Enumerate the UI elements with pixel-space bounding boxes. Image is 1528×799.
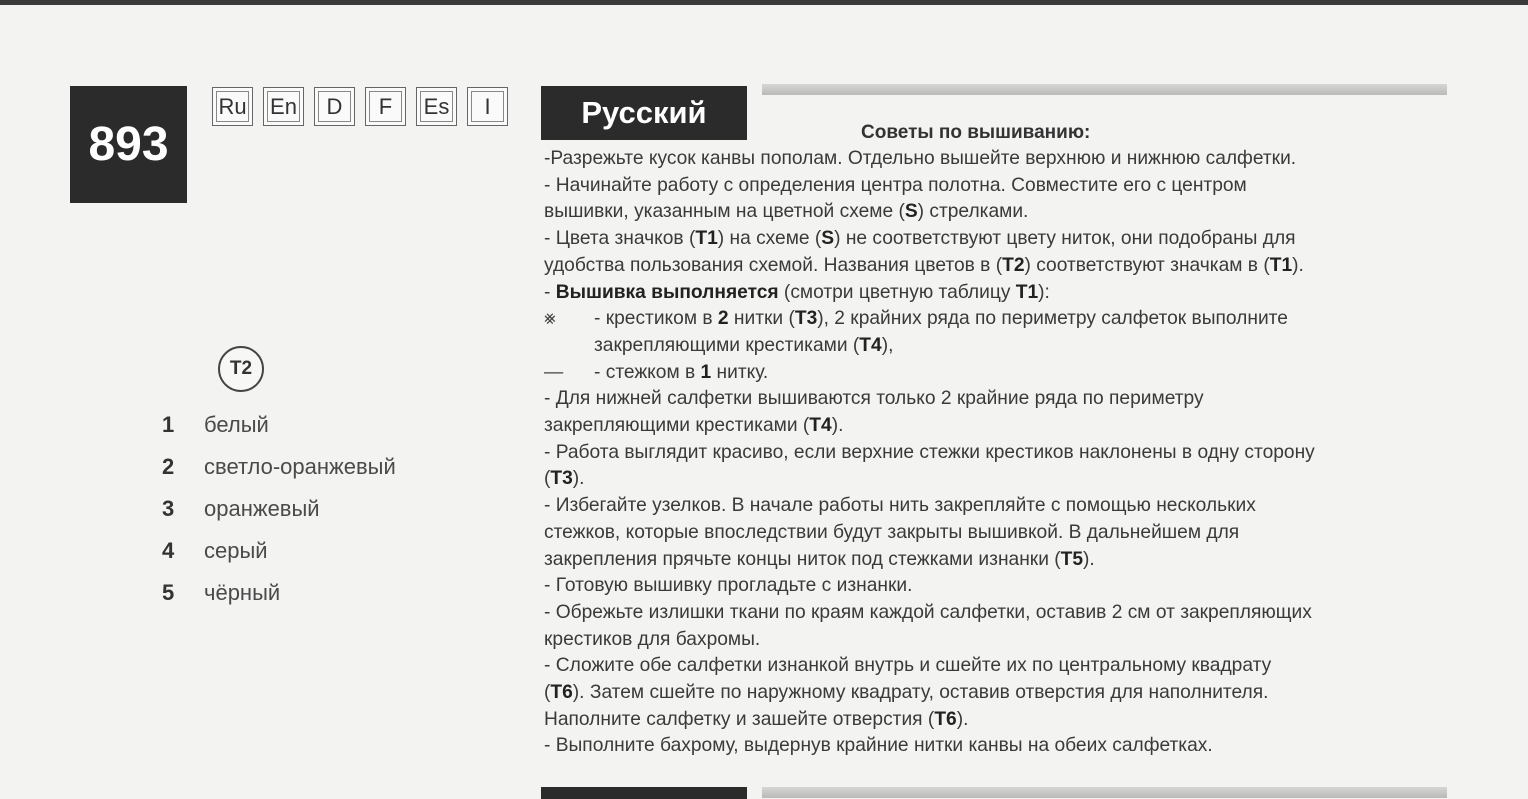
language-title: Русский bbox=[541, 86, 747, 140]
color-name: чёрный bbox=[204, 580, 281, 605]
tip-line: закрепляющими крестиками (T4). bbox=[544, 415, 844, 437]
tip-line: - Начинайте работу с определения центра полотна. Совместите его с центром bbox=[544, 174, 1247, 196]
backstitch-icon: — bbox=[544, 361, 564, 383]
tip-line: - Вышивка выполняется (смотри цветную таблицу T1): bbox=[544, 281, 1050, 303]
tip-line: закрепляющими крестиками (T4), bbox=[594, 334, 894, 356]
color-item bbox=[162, 496, 396, 538]
lang-es[interactable]: Es bbox=[416, 87, 457, 126]
color-number: 1 bbox=[162, 412, 175, 437]
tip-line: — - стежком в 1 нитку. bbox=[544, 360, 1449, 387]
tip-line: крестиков для бахромы. bbox=[544, 628, 761, 650]
color-item bbox=[162, 412, 396, 454]
footer-title-box bbox=[541, 787, 747, 799]
color-number: 2 bbox=[162, 454, 175, 479]
tips-heading: Советы по вышиванию: bbox=[861, 122, 1091, 143]
page-code: 893 bbox=[70, 86, 187, 203]
header-rule bbox=[762, 84, 1447, 95]
tip-line: (T3). bbox=[544, 468, 585, 490]
top-border bbox=[0, 0, 1528, 5]
color-name: светло-оранжевый bbox=[204, 454, 396, 479]
color-number: 3 bbox=[162, 496, 175, 521]
lang-d[interactable]: D bbox=[314, 87, 355, 126]
color-number: 5 bbox=[162, 580, 175, 605]
tip-line: - Сложите обе салфетки изнанкой внутрь и сшейте их по центральному квадрату bbox=[544, 655, 1272, 677]
lang-f[interactable]: F bbox=[365, 87, 406, 126]
tip-line: (T6). Затем сшейте по наружному квадрату, оставив отверстия для наполнителя. bbox=[544, 682, 1269, 704]
tips-body bbox=[544, 146, 1449, 760]
lang-ru[interactable]: Ru bbox=[212, 87, 253, 126]
tip-line: Наполните салфетку и зашейте отверстия (T6). bbox=[544, 708, 969, 730]
tip-line: - Цвета значков (T1) на схеме (S) не соответствуют цвету ниток, они подобраны для bbox=[544, 228, 1296, 250]
tip-line: - Готовую вышивку прогладьте с изнанки. bbox=[544, 575, 913, 597]
tip-line: - Обрежьте излишки ткани по краям каждой салфетки, оставив 2 см от закрепляющих bbox=[544, 601, 1312, 623]
tip-line: ⨳ - крестиком в 2 нитки (T3), 2 крайних ряда по периметру салфеток выполните bbox=[544, 306, 1449, 333]
color-name: оранжевый bbox=[204, 496, 320, 521]
color-item bbox=[162, 538, 396, 580]
tip-line: закрепления прячьте концы ниток под стежками изнанки (T5). bbox=[544, 548, 1095, 570]
tip-line: -Разрежьте кусок канвы пополам. Отдельно вышейте верхнюю и нижнюю салфетки. bbox=[544, 148, 1297, 169]
color-item bbox=[162, 454, 396, 496]
lang-i[interactable]: I bbox=[467, 87, 508, 126]
color-legend bbox=[162, 412, 396, 622]
tip-line: вышивки, указанным на цветной схеме (S) стрелками. bbox=[544, 201, 1029, 223]
tip-line: - Работа выглядит красиво, если верхние стежки крестиков наклонены в одну сторону bbox=[544, 441, 1315, 463]
lang-en[interactable]: En bbox=[263, 87, 304, 126]
color-legend-badge: T2 bbox=[218, 346, 264, 392]
color-number: 4 bbox=[162, 538, 175, 563]
tip-line: стежков, которые впоследствии будут закрыты вышивкой. В дальнейшем для bbox=[544, 521, 1240, 543]
color-name: серый bbox=[204, 538, 268, 563]
color-name: белый bbox=[204, 412, 269, 437]
footer-rule bbox=[762, 787, 1447, 798]
cross-stitch-icon: ⨳ bbox=[544, 308, 556, 330]
language-selector bbox=[212, 87, 508, 126]
color-item bbox=[162, 580, 396, 622]
tip-line: - Избегайте узелков. В начале работы нить закрепляйте с помощью нескольких bbox=[544, 495, 1256, 517]
tip-line: - Для нижней салфетки вышиваются только 2 крайние ряда по периметру bbox=[544, 388, 1204, 410]
tip-line: удобства пользования схемой. Названия цветов в (T2) соответствуют значкам в (T1). bbox=[544, 254, 1304, 276]
tip-line: - Выполните бахрому, выдернув крайние нитки канвы на обеих салфетках. bbox=[544, 735, 1213, 757]
